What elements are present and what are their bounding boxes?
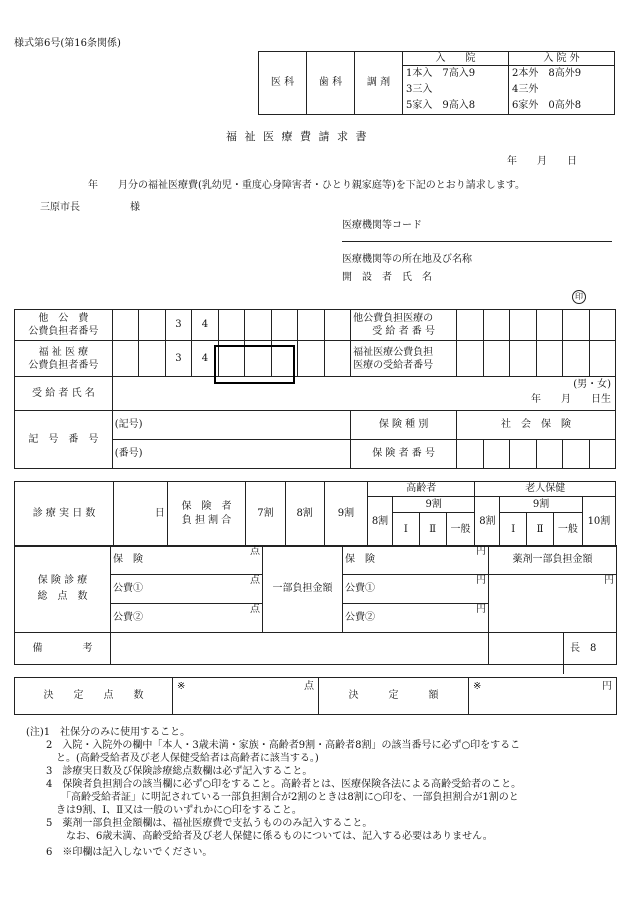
note-line: きは9割、Ⅰ、Ⅱ又は一般のいずれかに○印をすること。 — [26, 805, 302, 816]
outpatient-row[interactable]: 6家外 0高外8 — [512, 100, 582, 111]
points-table — [14, 545, 617, 665]
elderly-ratio-9[interactable]: 9割 — [392, 497, 475, 513]
note-line: と。(高齢受給者及び老人保健受給者は高齢者に該当する。) — [26, 753, 319, 764]
symbol-number-label: 記 号 番 号 — [15, 411, 113, 469]
facility-address-label: 医療機関等の所在地及び名称 — [342, 254, 472, 265]
star-mark: ※ — [473, 681, 482, 692]
kigo-label: (記号) — [114, 419, 143, 430]
digit-cell[interactable] — [112, 341, 138, 377]
addressee: 三原市長 様 — [40, 202, 140, 213]
form-id: 様式第6号(第16条関係) — [14, 38, 121, 49]
points-kohi1-label: 公費① — [111, 575, 157, 604]
recipient-name-label: 受 給 者 氏 名 — [15, 377, 113, 411]
digit-cell[interactable] — [536, 341, 562, 377]
digit-cell[interactable] — [298, 310, 324, 341]
digit-cell[interactable] — [298, 341, 324, 377]
code-cho8: 長 8 — [563, 633, 596, 674]
insurance-type-value: 社 会 保 険 — [457, 411, 616, 440]
inpatient-row[interactable]: 1本入 7高入9 — [406, 68, 476, 79]
outpatient-header: 入 院 外 — [509, 52, 615, 66]
amount-kohi1-field[interactable]: 円 — [389, 575, 489, 604]
decided-points-label: 決 定 点 数 — [15, 678, 173, 715]
drug-burden-label: 薬剤一部負担金額 — [489, 546, 617, 575]
digit-cell[interactable] — [483, 310, 509, 341]
recipient-name-field[interactable] — [112, 377, 615, 411]
elderly-ratio-8[interactable]: 8割 — [368, 497, 393, 547]
note-line: 4 保険者負担割合の該当欄に必ず○印をすること。高齢者とは、医療保険各法による高齢受給者のこと。 — [26, 779, 522, 790]
digit-cell[interactable] — [218, 310, 244, 341]
remarks-field[interactable] — [111, 633, 489, 665]
decided-amount-label: 決 定 額 — [319, 678, 469, 715]
points-kohi1-field[interactable]: 点 — [157, 575, 263, 604]
decided-points-field — [173, 678, 319, 715]
label-line: 負 担 割 合 — [181, 515, 232, 526]
digit-cell[interactable] — [139, 310, 165, 341]
elderly-header: 高齢者 — [368, 482, 475, 497]
label-line: 公費負担者番号 — [28, 359, 99, 371]
seal-mark: 印 — [572, 290, 586, 304]
health-ratio-10[interactable]: 10割 — [582, 497, 615, 547]
health-class-2[interactable]: Ⅱ — [527, 513, 554, 547]
outpatient-row[interactable]: 4三外 — [512, 84, 539, 95]
digit-cell[interactable] — [510, 310, 536, 341]
label-line: 他 公 費 — [38, 313, 89, 324]
amount-kohi1-label: 公費① — [343, 575, 389, 604]
digit-cell[interactable] — [510, 341, 536, 377]
dept-pharmacy[interactable]: 調 剤 — [355, 52, 403, 115]
amount-insurance-label: 保 険 — [343, 546, 389, 575]
label-line: 他公費負担医療の — [353, 313, 434, 324]
remarks-label: 備 考 — [15, 633, 111, 665]
digit-cell[interactable] — [563, 310, 589, 341]
digit-cell[interactable] — [510, 440, 536, 469]
digit-cell[interactable] — [483, 341, 509, 377]
label-line: 総 点 数 — [37, 591, 88, 602]
date-line[interactable]: 年 月 日 — [507, 156, 577, 167]
amount-kohi2-field[interactable]: 円 — [389, 604, 489, 633]
digit-cell: 3 — [165, 341, 191, 377]
star-mark: ※ — [177, 681, 186, 692]
elderly-health-header: 老人保健 — [475, 482, 616, 497]
amount-kohi2-label: 公費② — [343, 604, 389, 633]
note-line: 6 ※印欄は記入しないでください。 — [26, 847, 213, 858]
label-line: 受 給 者 番 号 — [372, 326, 435, 337]
digit-cell[interactable] — [457, 310, 483, 341]
note-line: (注)1 社保分のみに使用すること。 — [26, 727, 191, 738]
digit-cell[interactable] — [324, 310, 350, 341]
note-line: 「高齢受給者証」に明記されている一部負担割合が2割のときは8割に○印を、一部負担割合が1割のと — [26, 792, 519, 803]
classification-table — [258, 51, 615, 115]
decision-table — [14, 677, 617, 715]
insurance-type-label: 保 険 種 別 — [351, 411, 457, 440]
facility-code-label: 医療機関等コード — [342, 220, 422, 231]
points-kohi2-label: 公費② — [111, 604, 157, 633]
digit-cell[interactable] — [536, 440, 562, 469]
label-line: 保 険 診 療 — [37, 575, 88, 586]
note-line: 5 薬剤一部負担金額欄は、福祉医療費で支払うもののみ記入すること。 — [26, 818, 373, 829]
remarks-right — [489, 633, 617, 665]
drug-burden-field[interactable]: 円 — [489, 575, 617, 633]
dept-dental[interactable]: 歯 科 — [307, 52, 355, 115]
decided-amount-field — [469, 678, 617, 715]
label-line: 福祉医療公費負担 — [353, 346, 434, 358]
days-burden-table — [14, 481, 616, 547]
label-line: 福 祉 医 療 — [38, 346, 89, 358]
digit-cell[interactable] — [536, 310, 562, 341]
ratio-8[interactable]: 8割 — [285, 482, 324, 547]
ratio-9[interactable]: 9割 — [324, 482, 367, 547]
amount-insurance-field[interactable]: 円 — [389, 546, 489, 575]
elderly-class-2[interactable]: Ⅱ — [419, 513, 446, 547]
other-recipient-label — [351, 310, 457, 341]
ratio-7[interactable]: 7割 — [246, 482, 285, 547]
days-unit[interactable]: 日 — [114, 482, 168, 547]
other-public-label — [15, 310, 113, 341]
note-line: 2 入院・入院外の欄中「本人・3歳未満・家族・高齢者9割・高齢者8割」の該当番号に必ず○印をするこ — [26, 740, 521, 751]
digit-cell[interactable] — [271, 310, 297, 341]
points-insurance-label: 保 険 — [111, 546, 157, 575]
digit-cell[interactable] — [245, 310, 271, 341]
digit-cell[interactable] — [589, 440, 616, 469]
note-line: なお、6歳未満、高齢受給者及び老人保健に係るものについては、記入する必要はありません。 — [26, 831, 493, 842]
insurer-number-label: 保 険 者 番 号 — [351, 440, 457, 469]
welfare-recipient-label — [351, 341, 457, 377]
label-line: 保 険 者 — [181, 501, 232, 512]
points-kohi2-field[interactable]: 点 — [157, 604, 263, 633]
elderly-general[interactable]: 一般 — [446, 513, 475, 547]
digit-cell: 3 — [165, 310, 191, 341]
health-general[interactable]: 一般 — [553, 513, 582, 547]
claim-form — [14, 309, 616, 469]
unit-yen: 円 — [602, 681, 612, 692]
digit-cell[interactable] — [589, 341, 616, 377]
inpatient-options[interactable] — [403, 66, 509, 115]
points-insurance-field[interactable]: 点 — [157, 546, 263, 575]
digit-cell[interactable] — [483, 440, 509, 469]
digit-cell: 4 — [192, 310, 218, 341]
note-line: 3 診療実日数及び保険診療総点数欄は必ず記入すること。 — [26, 766, 313, 777]
unit-points: 点 — [304, 681, 314, 692]
request-text: 年 月分の福祉医療費(乳幼児・重度心身障害者・ひとり親家庭等)を下記のとおり請求します。 — [88, 180, 526, 191]
welfare-number-highlight — [214, 345, 295, 384]
bango-label: (番号) — [114, 448, 143, 459]
gender-options[interactable]: (男・女) — [573, 379, 611, 390]
elderly-class-1[interactable]: Ⅰ — [392, 513, 419, 547]
outpatient-options[interactable] — [509, 66, 615, 115]
bango-field[interactable] — [112, 440, 350, 469]
days-label: 診 療 実 日 数 — [15, 482, 114, 547]
label-line: 公費負担者番号 — [28, 326, 99, 337]
points-label — [15, 546, 111, 633]
health-ratio-8[interactable]: 8割 — [475, 497, 500, 547]
burden-label — [167, 482, 245, 547]
digit-cell[interactable] — [589, 310, 616, 341]
dept-medical[interactable]: 医 科 — [259, 52, 307, 115]
digit-cell[interactable] — [563, 440, 589, 469]
digit-cell[interactable] — [112, 310, 138, 341]
digit-cell[interactable] — [563, 341, 589, 377]
health-ratio-9[interactable]: 9割 — [500, 497, 583, 513]
digit-cell[interactable] — [457, 341, 483, 377]
digit-cell[interactable] — [457, 440, 483, 469]
outpatient-row[interactable]: 2本外 8高外9 — [512, 68, 582, 79]
welfare-label — [15, 341, 113, 377]
inpatient-header: 入 院 — [403, 52, 509, 66]
founder-label: 開 設 者 氏 名 — [342, 272, 432, 283]
digit-cell[interactable] — [324, 341, 350, 377]
kigo-field[interactable] — [112, 411, 350, 440]
digit-cell: 4 — [192, 341, 218, 377]
digit-cell[interactable] — [139, 341, 165, 377]
label-line: 医療の受給者番号 — [353, 359, 434, 371]
partial-burden-label: 一部負担金額 — [263, 546, 343, 633]
inpatient-row[interactable]: 3三入 — [406, 84, 433, 95]
page-title: 福 祉 医 療 費 請 求 書 — [226, 130, 369, 143]
facility-code-line[interactable] — [342, 240, 612, 242]
inpatient-row[interactable]: 5家入 9高入8 — [406, 100, 476, 111]
health-class-1[interactable]: Ⅰ — [500, 513, 527, 547]
birth-date[interactable]: 年 月 日生 — [531, 394, 611, 405]
